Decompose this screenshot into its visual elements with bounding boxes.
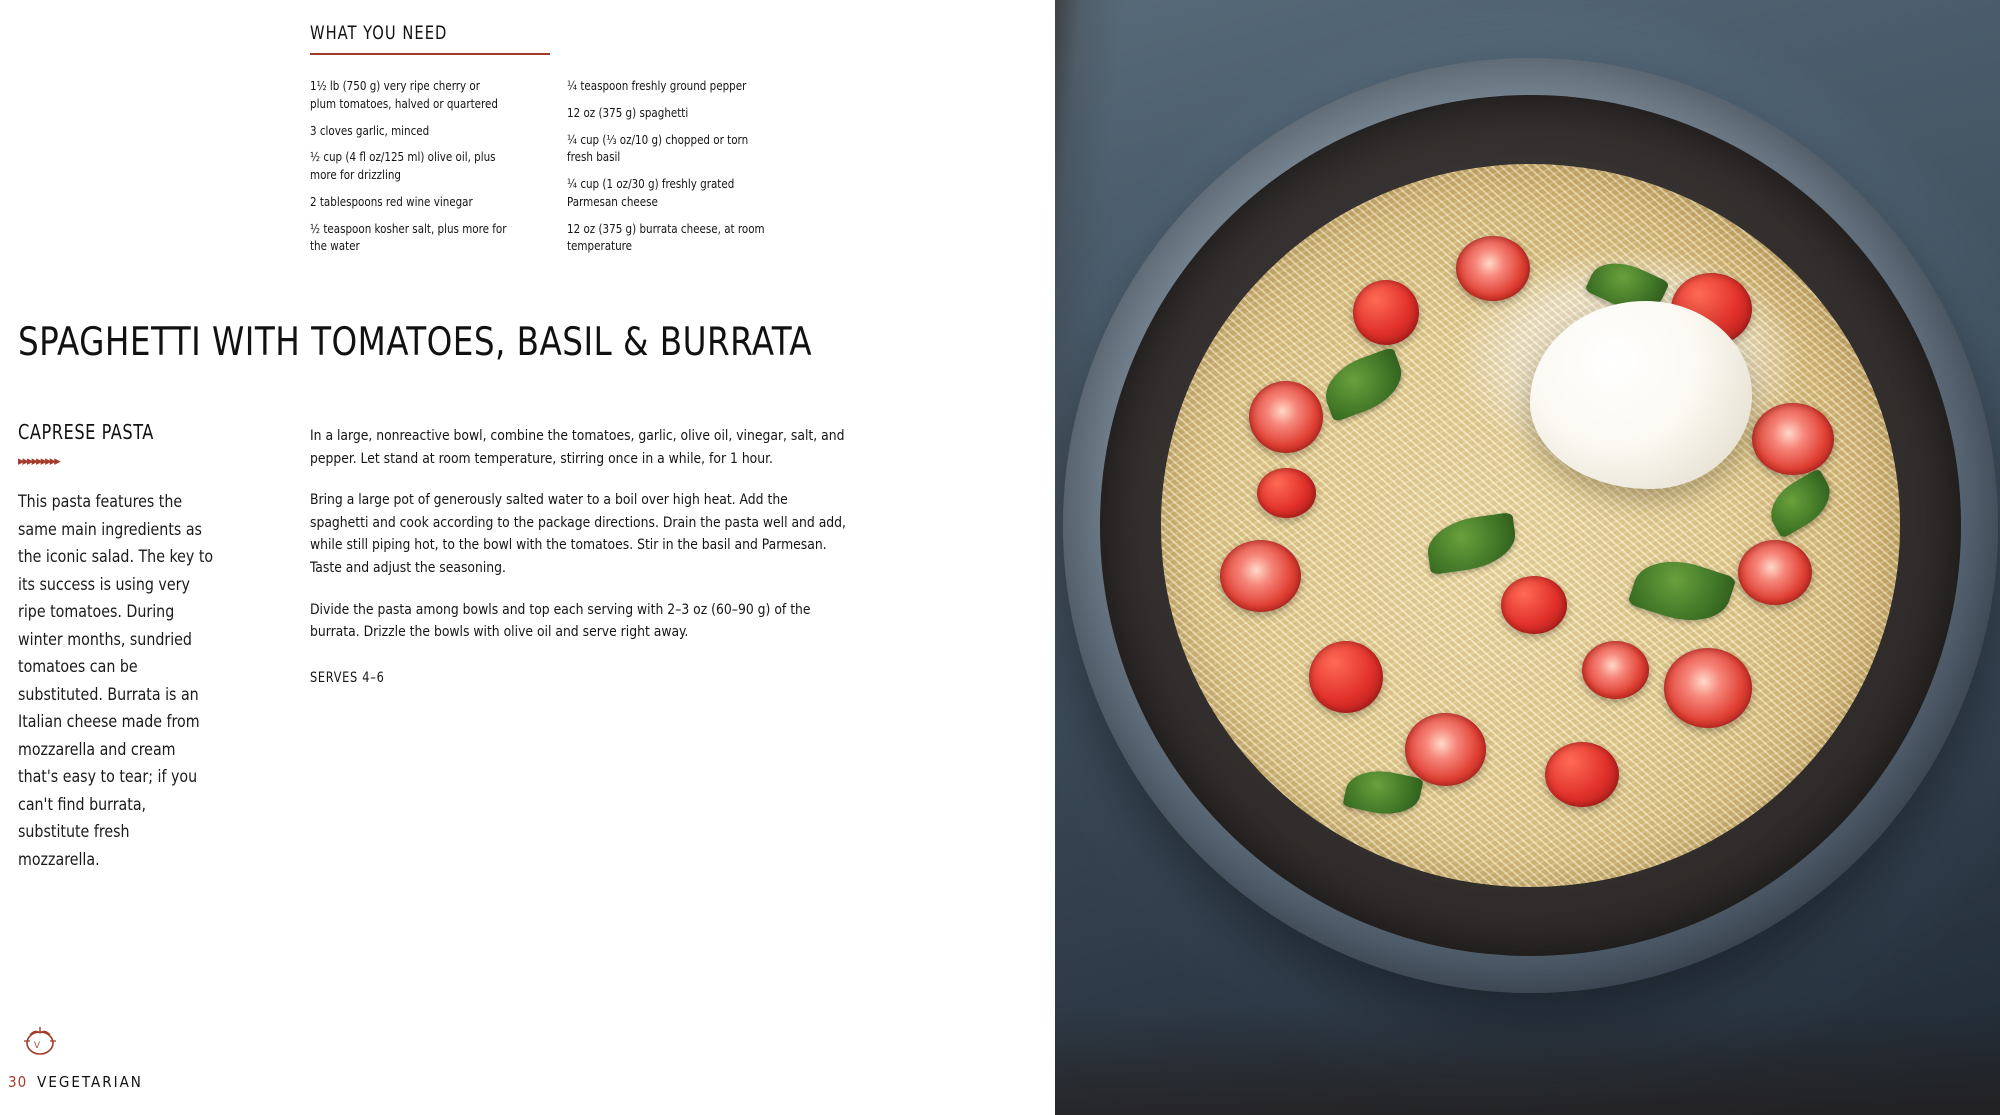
- recipe-subtitle: CAPRESE PASTA: [18, 420, 154, 444]
- svg-text:V: V: [34, 1040, 41, 1050]
- method-step: Bring a large pot of generously salted water to a boil over high heat. Add the spaghetti and cook according to the package directions. Drain the pasta well and add, while still piping hot, to the bowl with the tomatoes. Stir in the basil and Parmesan. Taste and adjust the seasoning.: [310, 492, 846, 577]
- recipe-method: [310, 425, 875, 686]
- ingredient-item: 2 tablespoons red wine vinegar: [310, 193, 473, 209]
- photo-tomato: [1501, 576, 1568, 634]
- photo-tomato: [1545, 742, 1619, 807]
- ingredients-column-2: [567, 77, 782, 264]
- photo-tomato: [1309, 641, 1383, 713]
- ingredients-heading: WHAT YOU NEED: [310, 22, 448, 44]
- ingredient-item: ¼ cup (1 oz/30 g) freshly grated Parmesan cheese: [567, 176, 735, 209]
- recipe-sidebar: [18, 420, 233, 874]
- photo-pasta: [1161, 164, 1901, 887]
- method-step: Divide the pasta among bowls and top each serving with 2–3 oz (60–90 g) of the burrata. Drizzle the bowls with olive oil and serve right away.: [310, 601, 811, 641]
- ingredient-item: 1½ lb (750 g) very ripe cherry or plum tomatoes, halved or quartered: [310, 78, 498, 111]
- ingredient-item: ¼ teaspoon freshly ground pepper: [567, 78, 747, 93]
- page-footer: [8, 1073, 143, 1091]
- ingredient-item: ½ teaspoon kosher salt, plus more for the water: [310, 220, 507, 254]
- photo-tomato: [1405, 713, 1486, 785]
- ingredient-item: ½ cup (4 fl oz/125 ml) olive oil, plus more for drizzling: [310, 149, 496, 182]
- photo-bowl-interior: [1100, 95, 1960, 955]
- photo-tomato: [1738, 540, 1812, 605]
- recipe-photo: [1055, 0, 2000, 1115]
- photo-tomato: [1220, 540, 1301, 612]
- photo-tomato: [1249, 381, 1323, 453]
- photo-burrata: [1530, 301, 1752, 489]
- photo-tomato: [1353, 280, 1420, 345]
- page-title: SPAGHETTI WITH TOMATOES, BASIL & BURRATA: [18, 320, 813, 365]
- arrow-divider: ▸▸▸▸▸▸▸▸▸: [18, 454, 59, 467]
- ingredients-divider: [310, 53, 550, 55]
- ingredients-columns: [310, 77, 870, 264]
- photo-tomato: [1582, 641, 1649, 699]
- ingredient-item: 12 oz (375 g) spaghetti: [567, 104, 689, 120]
- method-step: In a large, nonreactive bowl, combine the tomatoes, garlic, olive oil, vinegar, salt, and pepper. Let stand at room temperature, stirring once in a while, for 1 hour.: [310, 428, 845, 467]
- ingredients-block: [310, 22, 870, 264]
- photo-tomato: [1257, 468, 1316, 519]
- serves-label: SERVES 4–6: [310, 669, 385, 686]
- ingredient-item: ¼ cup (⅓ oz/10 g) chopped or torn fresh basil: [567, 131, 749, 165]
- ingredient-item: 12 oz (375 g) burrata cheese, at room temperature: [567, 220, 765, 254]
- recipe-intro: This pasta features the same main ingredients as the iconic salad. The key to its success is using very ripe tomatoes. During winter months, sundried tomatoes can be substituted. Burrata is an Italian cheese made from mozzarella and cream that's easy to tear; if you can't find burrata, substitute fresh mozzarella.: [18, 492, 214, 870]
- photo-tomato: [1664, 648, 1753, 727]
- tomato-icon: [18, 1023, 62, 1057]
- photo-bowl: [1063, 58, 1998, 993]
- page-number: 30: [8, 1073, 28, 1091]
- photo-tomato: [1752, 403, 1833, 475]
- ingredients-column-1: [310, 77, 525, 264]
- footer-section-label: VEGETARIAN: [37, 1073, 143, 1091]
- ingredient-item: 3 cloves garlic, minced: [310, 122, 430, 138]
